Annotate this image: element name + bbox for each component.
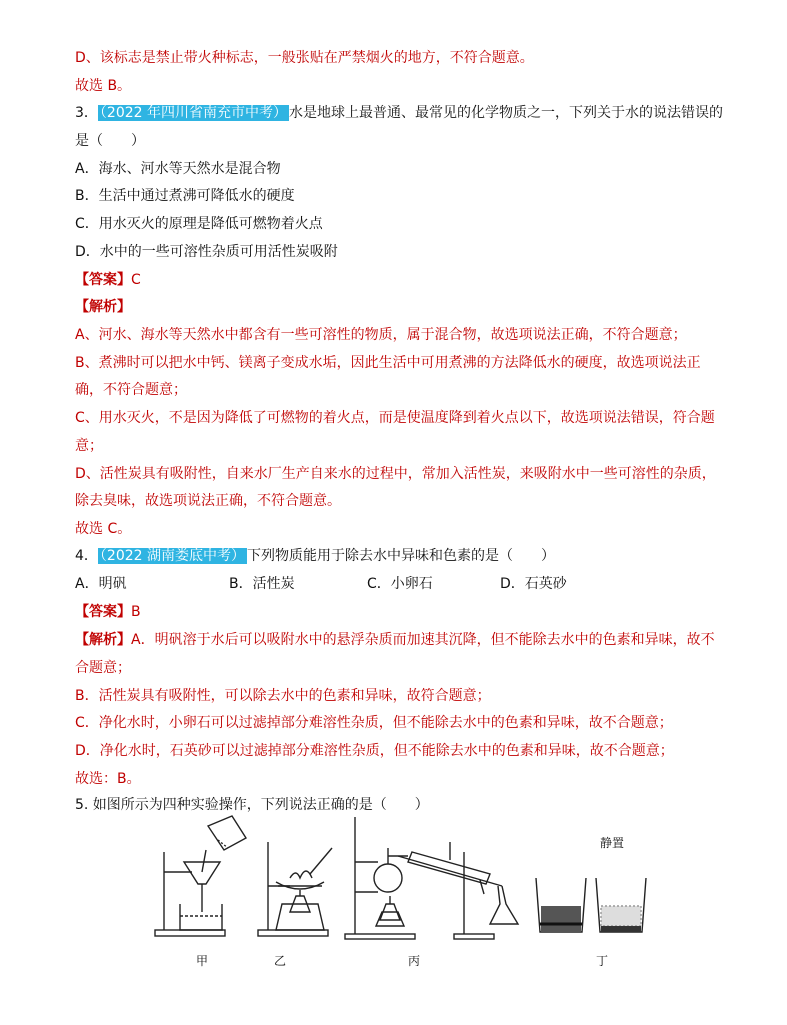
q3-option-d: D．水中的一些可溶性杂质可用活性炭吸附 [75,244,338,260]
figure-label-bing: 丙 [408,954,421,968]
q3-choose: 故选 C。 [75,521,132,537]
q3-option-a: A．海水、河水等天然水是混合物 [75,161,281,177]
q5-stem: 5. 如图所示为四种实验操作，下列说法正确的是（ ） [75,797,429,813]
evaporation-apparatus [258,842,332,936]
q4-option-c: C．小卵石 [367,576,433,592]
q4-choose: 故选：B。 [75,771,141,787]
q3-source-tag: （2022 年四川省南充市中考） [99,105,288,121]
q3-option-b: B．生活中通过煮沸可降低水的硬度 [75,188,295,204]
q3-analysis-label: 【解析】 [75,299,131,315]
prev-choose: 故选 B。 [75,78,132,94]
q3-analysis-3: 确，不符合题意； [75,382,187,398]
q4-source-tag: （2022 湖南娄底中考） [99,548,246,564]
prev-option-d: D、该标志是禁止带火种标志，一般张贴在严禁烟火的地方，不符合题意。 [75,50,534,66]
q3-stem-line2: 是（ ） [75,133,145,149]
q3-option-c: C．用水灭火的原理是降低可燃物着火点 [75,216,323,232]
q4-analysis-label: 【解析】 [75,632,131,648]
q4-analysis-2: 合题意； [75,660,131,676]
q4-analysis-5: D．净化水时，石英砂可以过滤掉部分难溶性杂质，但不能除去水中的色素和异味，故不合题意； [75,743,674,759]
settling-beakers [536,878,646,932]
q4-answer-label: 【答案】 [75,604,131,620]
q4-analysis-3: B．活性炭具有吸附性，可以除去水中的色素和异味，故符合题意； [75,688,491,704]
figure-label-ding: 丁 [596,954,609,968]
figure-label-yi: 乙 [274,954,287,968]
q4-answer [75,602,141,622]
q4-analysis-4: C．净化水时，小卵石可以过滤掉部分难溶性杂质，但不能除去水中的色素和异味，故不合题意； [75,715,673,731]
q3-analysis-4: C、用水灭火，不是因为降低了可燃物的着火点，而是使温度降到着火点以下，故选项说法错误，符合题 [75,410,715,426]
q3-answer [75,270,141,290]
q3-stem-line1 [75,103,723,123]
lab-apparatus-illustration [150,812,650,947]
q3-answer-value: C [131,272,141,288]
q3-analysis-6: D、活性炭具有吸附性，自来水厂生产自来水的过程中，常加入活性炭，来吸附水中一些可溶性的杂质， [75,466,716,482]
distillation-apparatus [345,817,518,939]
q4-analysis-1 [75,630,715,650]
q3-analysis-1: A、河水、海水等天然水中都含有一些可溶性的物质，属于混合物，故选项说法正确，不符合题意； [75,327,687,343]
filtration-apparatus [155,816,246,936]
figure-label-jia: 甲 [196,954,209,968]
q3-stem-a: 水是地球上最普通、最常见的化学物质之一，下列关于水的说法错误的 [289,105,724,121]
static-label: 静置 [600,836,625,850]
q4-analysis-1-text: A．明矾溶于水后可以吸附水中的悬浮杂质而加速其沉降，但不能除去水中的色素和异味，故不 [131,632,715,648]
q5-figure [150,812,650,968]
q4-number: 4． [75,548,98,564]
q4-stem: 下列物质能用于除去水中异味和色素的是（ ） [247,548,556,564]
q3-analysis-5: 意； [75,438,103,454]
q4-answer-value: B [131,604,141,620]
q3-answer-label: 【答案】 [75,272,131,288]
q4-stem-line [75,546,555,566]
q3-number: 3． [75,105,98,121]
q4-option-d: D．石英砂 [500,576,567,592]
q3-analysis-7: 除去臭味，故选项说法正确，不符合题意。 [75,493,341,509]
q4-option-a: A．明矾 [75,576,127,592]
q4-option-b: B．活性炭 [229,576,295,592]
q3-analysis-2: B、煮沸时可以把水中钙、镁离子变成水垢，因此生活中可用煮沸的方法降低水的硬度，故选项说法正 [75,355,701,371]
